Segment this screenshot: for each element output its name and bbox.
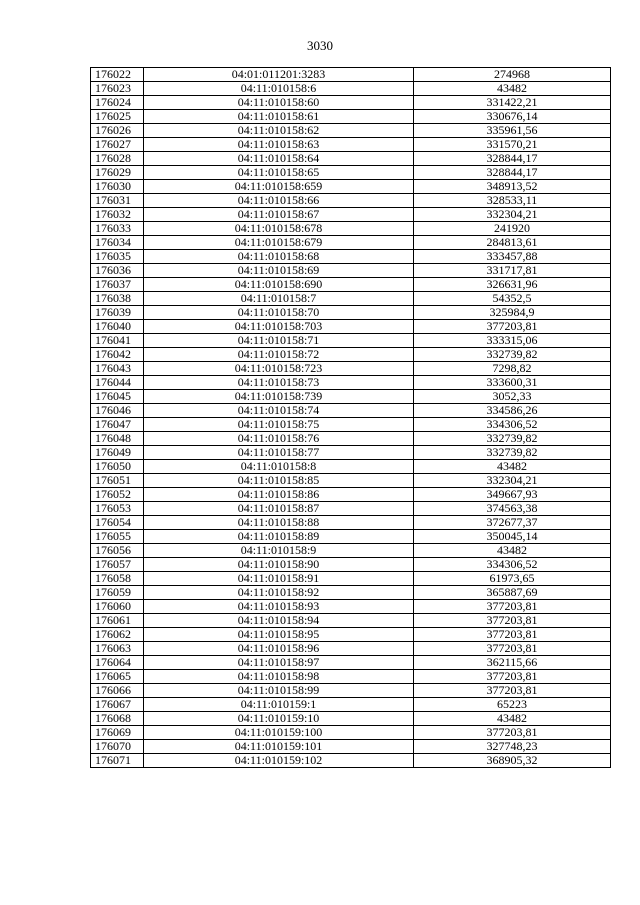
cadastral-number-cell: 04:11:010158:76 (144, 432, 414, 446)
cadastral-number-cell: 04:11:010158:73 (144, 376, 414, 390)
cadastral-number-cell: 04:11:010158:723 (144, 362, 414, 376)
cadastral-value-cell: 61973,65 (414, 572, 611, 586)
row-number-cell: 176030 (91, 180, 144, 194)
cadastral-value-table (90, 67, 611, 768)
cadastral-value-cell: 43482 (414, 460, 611, 474)
cadastral-number-cell: 04:11:010158:6 (144, 82, 414, 96)
cadastral-number-cell: 04:11:010158:77 (144, 446, 414, 460)
cadastral-value-cell: 348913,52 (414, 180, 611, 194)
row-number-cell: 176054 (91, 516, 144, 530)
cadastral-number-cell: 04:11:010158:690 (144, 278, 414, 292)
cadastral-number-cell: 04:11:010158:95 (144, 628, 414, 642)
table-row (91, 726, 611, 740)
row-number-cell: 176028 (91, 152, 144, 166)
cadastral-number-cell: 04:11:010158:63 (144, 138, 414, 152)
table-row (91, 348, 611, 362)
cadastral-value-cell: 377203,81 (414, 684, 611, 698)
cadastral-value-cell: 333600,31 (414, 376, 611, 390)
cadastral-value-cell: 332739,82 (414, 348, 611, 362)
cadastral-number-cell: 04:11:010158:94 (144, 614, 414, 628)
cadastral-value-cell: 331717,81 (414, 264, 611, 278)
cadastral-number-cell: 04:11:010158:64 (144, 152, 414, 166)
row-number-cell: 176069 (91, 726, 144, 740)
cadastral-value-cell: 332304,21 (414, 208, 611, 222)
cadastral-value-cell: 327748,23 (414, 740, 611, 754)
cadastral-value-cell: 374563,38 (414, 502, 611, 516)
cadastral-number-cell: 04:11:010158:96 (144, 642, 414, 656)
row-number-cell: 176052 (91, 488, 144, 502)
cadastral-number-cell: 04:11:010158:66 (144, 194, 414, 208)
cadastral-number-cell: 04:11:010158:9 (144, 544, 414, 558)
cadastral-number-cell: 04:11:010158:98 (144, 670, 414, 684)
cadastral-number-cell: 04:11:010159:102 (144, 754, 414, 768)
cadastral-number-cell: 04:11:010158:99 (144, 684, 414, 698)
table-row (91, 474, 611, 488)
cadastral-value-cell: 377203,81 (414, 628, 611, 642)
cadastral-number-cell: 04:11:010158:85 (144, 474, 414, 488)
table-row (91, 446, 611, 460)
cadastral-number-cell: 04:11:010158:89 (144, 530, 414, 544)
table-row (91, 558, 611, 572)
table-row (91, 250, 611, 264)
cadastral-number-cell: 04:11:010158:61 (144, 110, 414, 124)
cadastral-value-cell: 43482 (414, 82, 611, 96)
cadastral-number-cell: 04:11:010158:62 (144, 124, 414, 138)
row-number-cell: 176047 (91, 418, 144, 432)
row-number-cell: 176024 (91, 96, 144, 110)
row-number-cell: 176058 (91, 572, 144, 586)
table-row (91, 236, 611, 250)
cadastral-number-cell: 04:11:010158:67 (144, 208, 414, 222)
table-row (91, 404, 611, 418)
cadastral-number-cell: 04:11:010158:93 (144, 600, 414, 614)
cadastral-value-cell: 332304,21 (414, 474, 611, 488)
table-row (91, 278, 611, 292)
row-number-cell: 176037 (91, 278, 144, 292)
cadastral-value-cell: 377203,81 (414, 642, 611, 656)
cadastral-value-cell: 43482 (414, 544, 611, 558)
cadastral-number-cell: 04:11:010158:71 (144, 334, 414, 348)
table-row (91, 460, 611, 474)
cadastral-number-cell: 04:11:010158:60 (144, 96, 414, 110)
table-row (91, 222, 611, 236)
cadastral-number-cell: 04:11:010158:97 (144, 656, 414, 670)
row-number-cell: 176043 (91, 362, 144, 376)
table-row (91, 390, 611, 404)
cadastral-number-cell: 04:11:010158:74 (144, 404, 414, 418)
page-number: 3030 (307, 38, 333, 53)
cadastral-number-cell: 04:11:010158:739 (144, 390, 414, 404)
row-number-cell: 176062 (91, 628, 144, 642)
table-row (91, 82, 611, 96)
cadastral-value-cell: 377203,81 (414, 600, 611, 614)
cadastral-value-cell: 3052,33 (414, 390, 611, 404)
row-number-cell: 176066 (91, 684, 144, 698)
row-number-cell: 176050 (91, 460, 144, 474)
cadastral-value-cell: 332739,82 (414, 446, 611, 460)
table-row (91, 138, 611, 152)
row-number-cell: 176042 (91, 348, 144, 362)
row-number-cell: 176036 (91, 264, 144, 278)
row-number-cell: 176056 (91, 544, 144, 558)
cadastral-value-cell: 350045,14 (414, 530, 611, 544)
cadastral-number-cell: 04:11:010158:8 (144, 460, 414, 474)
row-number-cell: 176051 (91, 474, 144, 488)
cadastral-number-cell: 04:11:010158:87 (144, 502, 414, 516)
cadastral-value-cell: 328844,17 (414, 152, 611, 166)
table-row (91, 432, 611, 446)
row-number-cell: 176033 (91, 222, 144, 236)
table-row (91, 628, 611, 642)
table-row (91, 684, 611, 698)
table-row (91, 208, 611, 222)
table-row (91, 516, 611, 530)
cadastral-number-cell: 04:11:010158:68 (144, 250, 414, 264)
row-number-cell: 176049 (91, 446, 144, 460)
table-row (91, 292, 611, 306)
table-row (91, 306, 611, 320)
cadastral-number-cell: 04:11:010158:72 (144, 348, 414, 362)
cadastral-number-cell: 04:11:010158:91 (144, 572, 414, 586)
cadastral-value-cell: 372677,37 (414, 516, 611, 530)
row-number-cell: 176034 (91, 236, 144, 250)
cadastral-number-cell: 04:11:010158:7 (144, 292, 414, 306)
cadastral-value-cell: 333315,06 (414, 334, 611, 348)
cadastral-value-cell: 326631,96 (414, 278, 611, 292)
cadastral-value-cell: 377203,81 (414, 320, 611, 334)
row-number-cell: 176064 (91, 656, 144, 670)
table-row (91, 376, 611, 390)
row-number-cell: 176070 (91, 740, 144, 754)
table-row (91, 194, 611, 208)
cadastral-value-cell: 331422,21 (414, 96, 611, 110)
row-number-cell: 176025 (91, 110, 144, 124)
row-number-cell: 176068 (91, 712, 144, 726)
cadastral-number-cell: 04:11:010158:88 (144, 516, 414, 530)
cadastral-value-cell: 362115,66 (414, 656, 611, 670)
cadastral-number-cell: 04:11:010158:65 (144, 166, 414, 180)
cadastral-number-cell: 04:11:010158:86 (144, 488, 414, 502)
table-row (91, 712, 611, 726)
cadastral-value-cell: 328533,11 (414, 194, 611, 208)
cadastral-value-cell: 377203,81 (414, 670, 611, 684)
table-row (91, 614, 611, 628)
cadastral-number-cell: 04:11:010159:100 (144, 726, 414, 740)
table-row (91, 68, 611, 82)
table-body (91, 68, 611, 768)
table-row (91, 320, 611, 334)
cadastral-value-cell: 334586,26 (414, 404, 611, 418)
cadastral-number-cell: 04:11:010158:679 (144, 236, 414, 250)
row-number-cell: 176032 (91, 208, 144, 222)
cadastral-number-cell: 04:11:010158:703 (144, 320, 414, 334)
table-row (91, 264, 611, 278)
row-number-cell: 176022 (91, 68, 144, 82)
row-number-cell: 176071 (91, 754, 144, 768)
row-number-cell: 176023 (91, 82, 144, 96)
cadastral-number-cell: 04:11:010158:69 (144, 264, 414, 278)
table-row (91, 166, 611, 180)
cadastral-value-cell: 274968 (414, 68, 611, 82)
cadastral-value-cell: 334306,52 (414, 418, 611, 432)
cadastral-number-cell: 04:11:010159:10 (144, 712, 414, 726)
cadastral-value-cell: 54352,5 (414, 292, 611, 306)
table-row (91, 670, 611, 684)
row-number-cell: 176026 (91, 124, 144, 138)
cadastral-value-cell: 335961,56 (414, 124, 611, 138)
row-number-cell: 176060 (91, 600, 144, 614)
row-number-cell: 176063 (91, 642, 144, 656)
cadastral-value-cell: 368905,32 (414, 754, 611, 768)
cadastral-value-cell: 284813,61 (414, 236, 611, 250)
row-number-cell: 176041 (91, 334, 144, 348)
cadastral-value-cell: 365887,69 (414, 586, 611, 600)
cadastral-value-cell: 377203,81 (414, 614, 611, 628)
cadastral-value-cell: 349667,93 (414, 488, 611, 502)
cadastral-value-cell: 328844,17 (414, 166, 611, 180)
table-row (91, 124, 611, 138)
table-row (91, 530, 611, 544)
table-row (91, 600, 611, 614)
row-number-cell: 176035 (91, 250, 144, 264)
table-row (91, 334, 611, 348)
cadastral-value-cell: 330676,14 (414, 110, 611, 124)
table-row (91, 180, 611, 194)
cadastral-number-cell: 04:11:010158:70 (144, 306, 414, 320)
table-row (91, 656, 611, 670)
table-row (91, 110, 611, 124)
cadastral-value-cell: 331570,21 (414, 138, 611, 152)
table-row (91, 152, 611, 166)
cadastral-value-cell: 333457,88 (414, 250, 611, 264)
row-number-cell: 176065 (91, 670, 144, 684)
table-row (91, 502, 611, 516)
row-number-cell: 176031 (91, 194, 144, 208)
cadastral-number-cell: 04:11:010158:659 (144, 180, 414, 194)
table-row (91, 586, 611, 600)
table-row (91, 698, 611, 712)
table-row (91, 642, 611, 656)
row-number-cell: 176040 (91, 320, 144, 334)
row-number-cell: 176057 (91, 558, 144, 572)
row-number-cell: 176029 (91, 166, 144, 180)
row-number-cell: 176048 (91, 432, 144, 446)
row-number-cell: 176059 (91, 586, 144, 600)
cadastral-number-cell: 04:11:010159:1 (144, 698, 414, 712)
cadastral-number-cell: 04:11:010158:678 (144, 222, 414, 236)
table-row (91, 572, 611, 586)
cadastral-value-cell: 43482 (414, 712, 611, 726)
row-number-cell: 176045 (91, 390, 144, 404)
table-row (91, 754, 611, 768)
row-number-cell: 176038 (91, 292, 144, 306)
table-row (91, 488, 611, 502)
table-row (91, 418, 611, 432)
cadastral-value-cell: 334306,52 (414, 558, 611, 572)
row-number-cell: 176046 (91, 404, 144, 418)
row-number-cell: 176039 (91, 306, 144, 320)
cadastral-number-cell: 04:11:010158:90 (144, 558, 414, 572)
cadastral-number-cell: 04:11:010158:75 (144, 418, 414, 432)
row-number-cell: 176055 (91, 530, 144, 544)
row-number-cell: 176067 (91, 698, 144, 712)
table-row (91, 362, 611, 376)
cadastral-value-cell: 325984,9 (414, 306, 611, 320)
cadastral-number-cell: 04:11:010159:101 (144, 740, 414, 754)
row-number-cell: 176053 (91, 502, 144, 516)
cadastral-number-cell: 04:11:010158:92 (144, 586, 414, 600)
table-row (91, 740, 611, 754)
cadastral-value-cell: 332739,82 (414, 432, 611, 446)
row-number-cell: 176027 (91, 138, 144, 152)
cadastral-value-cell: 377203,81 (414, 726, 611, 740)
row-number-cell: 176044 (91, 376, 144, 390)
cadastral-value-cell: 65223 (414, 698, 611, 712)
row-number-cell: 176061 (91, 614, 144, 628)
cadastral-value-cell: 241920 (414, 222, 611, 236)
cadastral-number-cell: 04:01:011201:3283 (144, 68, 414, 82)
cadastral-value-cell: 7298,82 (414, 362, 611, 376)
table-row (91, 96, 611, 110)
table-row (91, 544, 611, 558)
